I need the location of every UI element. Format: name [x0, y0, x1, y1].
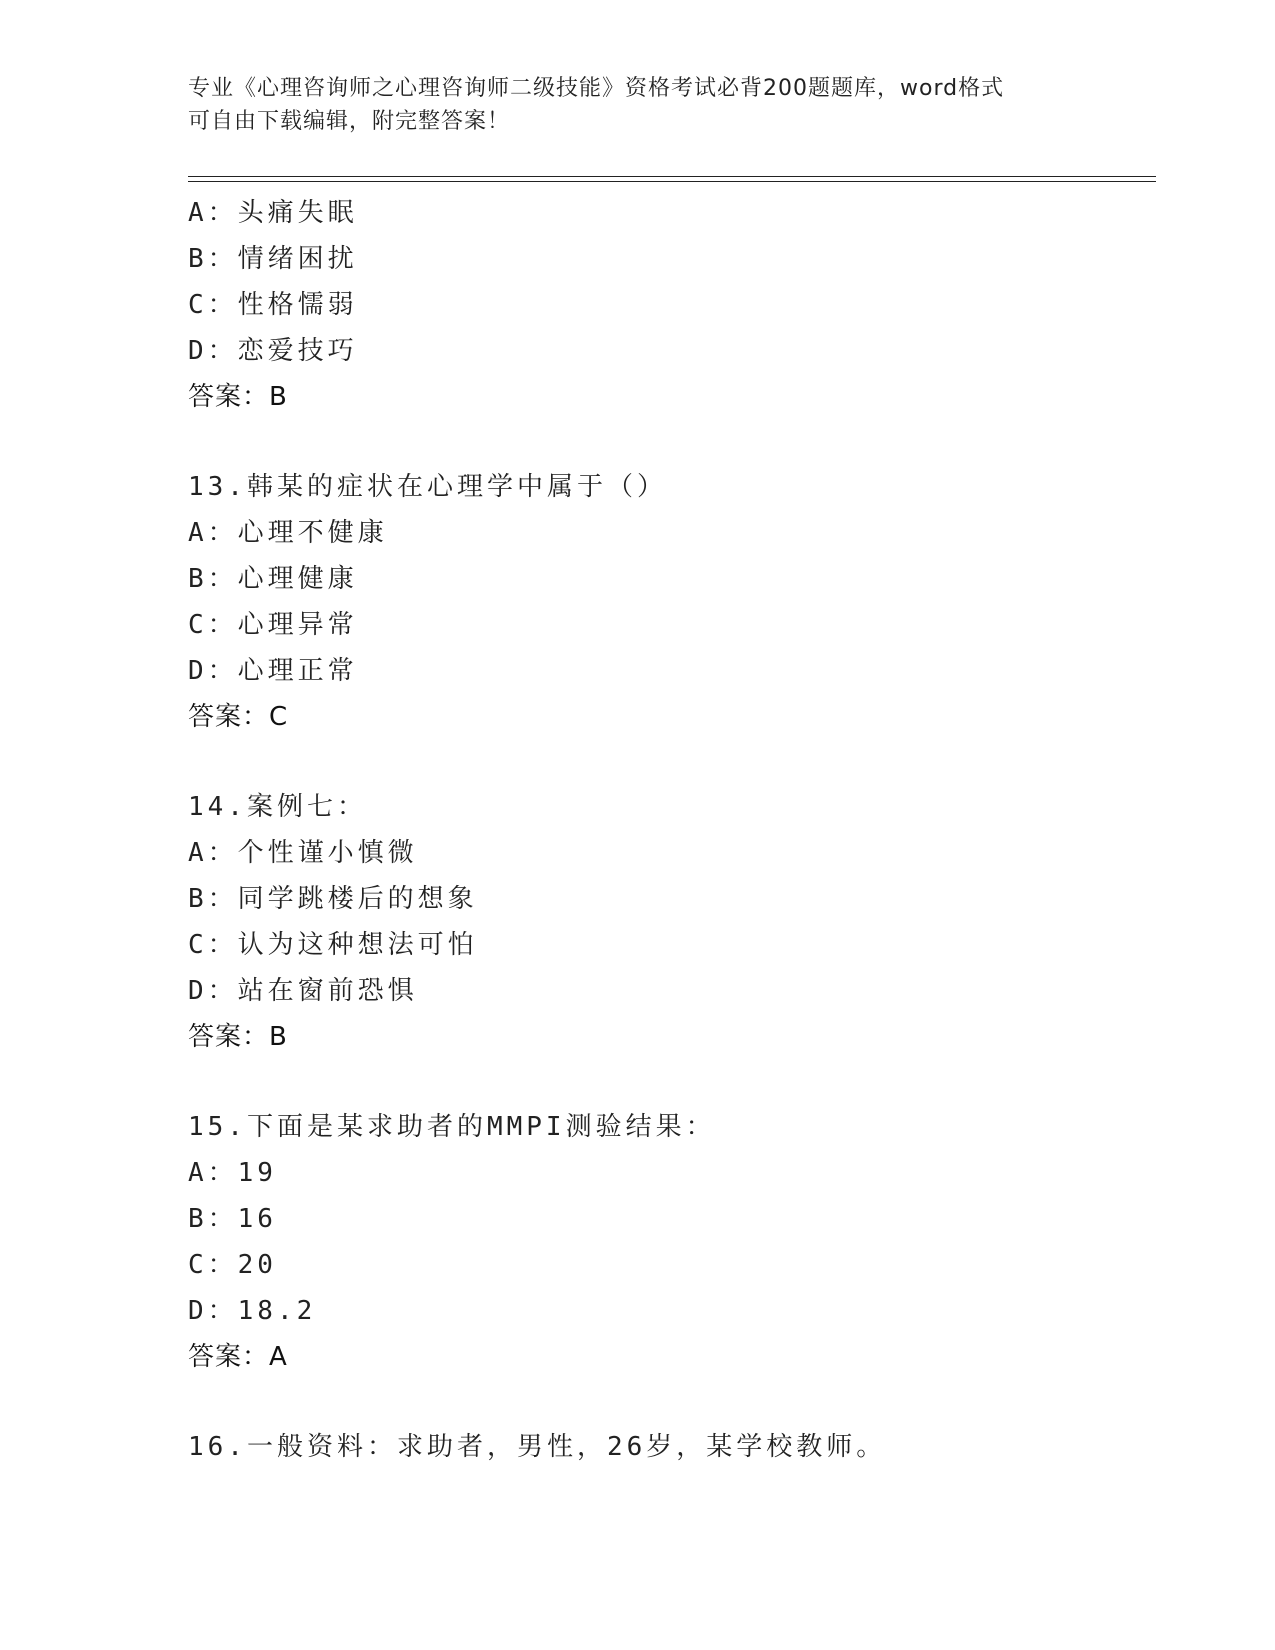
option-c: C：心理异常	[188, 610, 358, 640]
option-b: B：16	[188, 1204, 277, 1234]
question-text: 16.一般资料：求助者，男性，26岁，某学校教师。	[188, 1432, 887, 1462]
document-header	[188, 72, 1088, 138]
option-a: A：心理不健康	[188, 518, 388, 548]
question-text: 13.韩某的症状在心理学中属于（）	[188, 472, 667, 502]
answer-line: 答案：B	[188, 382, 288, 412]
option-c: C：20	[188, 1250, 277, 1280]
header-divider-bottom	[188, 181, 1156, 182]
spacer	[188, 1380, 1148, 1424]
option-c: C：认为这种想法可怕	[188, 930, 478, 960]
option-d: D：站在窗前恐惧	[188, 976, 418, 1006]
question-16	[188, 1424, 1148, 1470]
spacer	[188, 740, 1148, 784]
header-line-1: 专业《心理咨询师之心理咨询师二级技能》资格考试必背200题题库，word格式	[188, 76, 1005, 101]
option-d: D：心理正常	[188, 656, 358, 686]
spacer	[188, 1060, 1148, 1104]
header-line-2: 可自由下载编辑，附完整答案！	[188, 109, 511, 134]
spacer	[188, 420, 1148, 464]
option-c: C：性格懦弱	[188, 290, 358, 320]
option-b: B：同学跳楼后的想象	[188, 884, 478, 914]
answer-line: 答案：C	[188, 702, 289, 732]
question-list	[188, 190, 1148, 1470]
question-text: 15.下面是某求助者的MMPI测验结果：	[188, 1112, 716, 1142]
question-14	[188, 784, 1148, 1060]
option-b: B：情绪困扰	[188, 244, 358, 274]
question-13	[188, 464, 1148, 740]
option-d: D：恋爱技巧	[188, 336, 358, 366]
question-text: 14.案例七：	[188, 792, 367, 822]
answer-line: 答案：A	[188, 1342, 288, 1372]
option-a: A：19	[188, 1158, 277, 1188]
answer-line: 答案：B	[188, 1022, 288, 1052]
option-d: D：18.2	[188, 1296, 317, 1326]
option-a: A：头痛失眠	[188, 198, 358, 228]
option-b: B：心理健康	[188, 564, 358, 594]
question-12	[188, 190, 1148, 420]
option-a: A：个性谨小慎微	[188, 838, 418, 868]
header-divider-top	[188, 176, 1156, 177]
question-15	[188, 1104, 1148, 1380]
